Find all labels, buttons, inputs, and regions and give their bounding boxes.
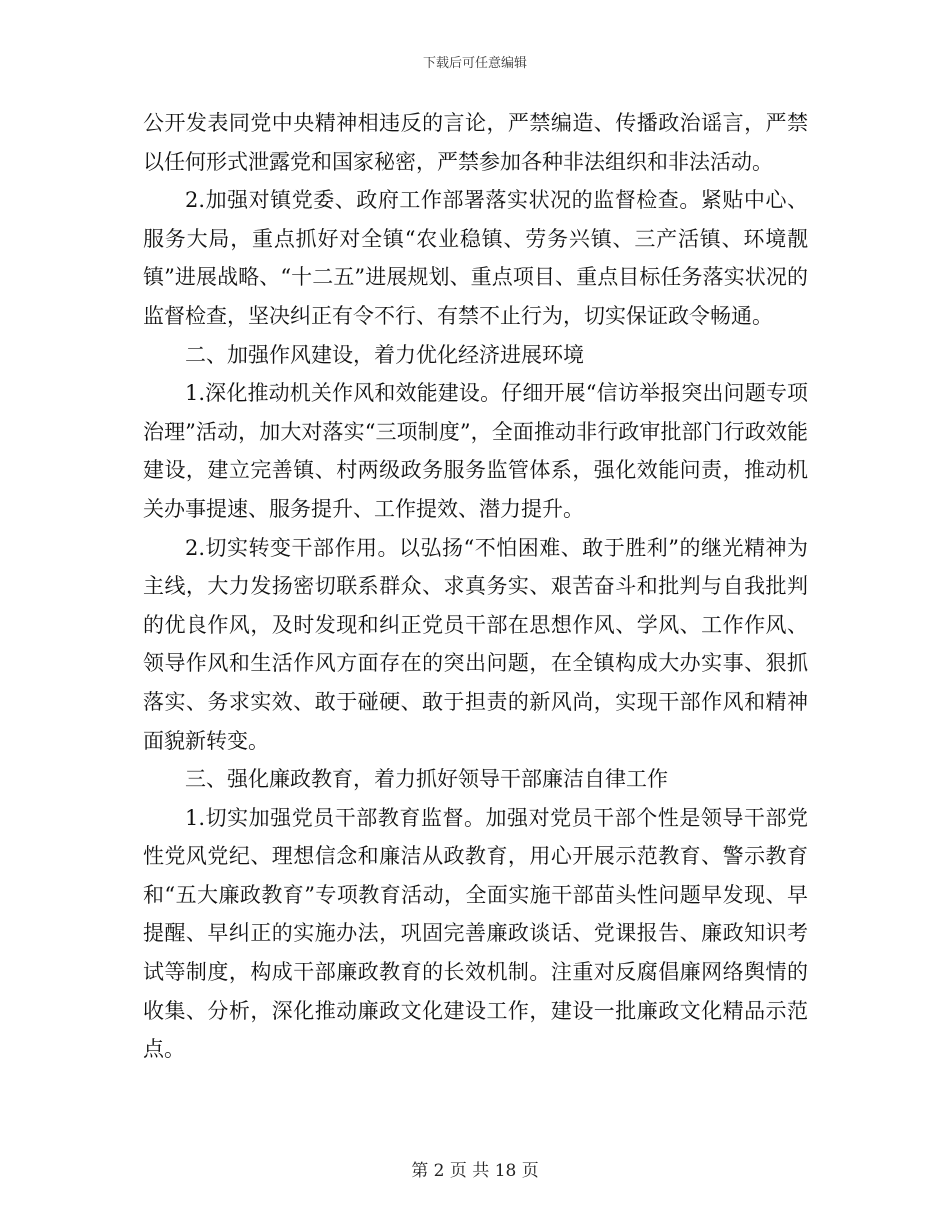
page-header-note: 下载后可任意编辑: [422, 56, 527, 71]
document-body: [143, 104, 808, 1069]
section-heading: 二、加强作风建设，着力优化经济进展环境: [185, 342, 584, 367]
paragraph: 1.切实加强党员干部教育监督。加强对党员干部个性是领导干部党性党风党纪、理想信念和廉洁从政教育，用心开展示范教育、警示教育和“五大廉政教育”专项教育活动，全面实施干部苗头性问题早发现、早提醒、早纠正的实施办法，巩固完善廉政谈话、党课报告、廉政知识考试等制度，构成干部廉政教育的长效机制。注重对反腐倡廉网络舆情的收集、分析，深化推动廉政文化建设工作，建设一批廉政文化精品示范点。: [143, 805, 808, 1062]
paragraph: 公开发表同党中央精神相违反的言论，严禁编造、传播政治谣言，严禁以任何形式泄露党和国家秘密，严禁参加各种非法组织和非法活动。: [143, 111, 808, 174]
paragraph: 2.加强对镇党委、政府工作部署落实状况的监督检查。紧贴中心、服务大局，重点抓好对全镇“农业稳镇、劳务兴镇、三产活镇、环境靓镇”进展战略、“十二五”进展规划、重点项目、重点目标任务落实状况的监督检查，坚决纠正有令不行、有禁不止行为，切实保证政令畅通。: [143, 188, 808, 328]
page-number: 第 2 页 共 18 页: [411, 1161, 539, 1181]
section-heading: 三、强化廉政教育，着力抓好领导干部廉洁自律工作: [185, 767, 668, 792]
paragraph: 2.切实转变干部作用。以弘扬“不怕困难、敢于胜利”的继光精神为主线，大力发扬密切联系群众、求真务实、艰苦奋斗和批判与自我批判的优良作风，及时发现和纠正党员干部在思想作风、学风、工作作风、领导作风和生活作风方面存在的突出问题，在全镇构成大办实事、狠抓落实、务求实效、敢于碰硬、敢于担责的新风尚，实现干部作风和精神面貌新转变。: [143, 535, 808, 753]
paragraph: 1.深化推动机关作风和效能建设。仔细开展“信访举报突出问题专项治理”活动，加大对落实“三项制度”，全面推动非行政审批部门行政效能建设，建立完善镇、村两级政务服务监管体系，强化效能问责，推动机关办事提速、服务提升、工作提效、潜力提升。: [143, 381, 808, 521]
